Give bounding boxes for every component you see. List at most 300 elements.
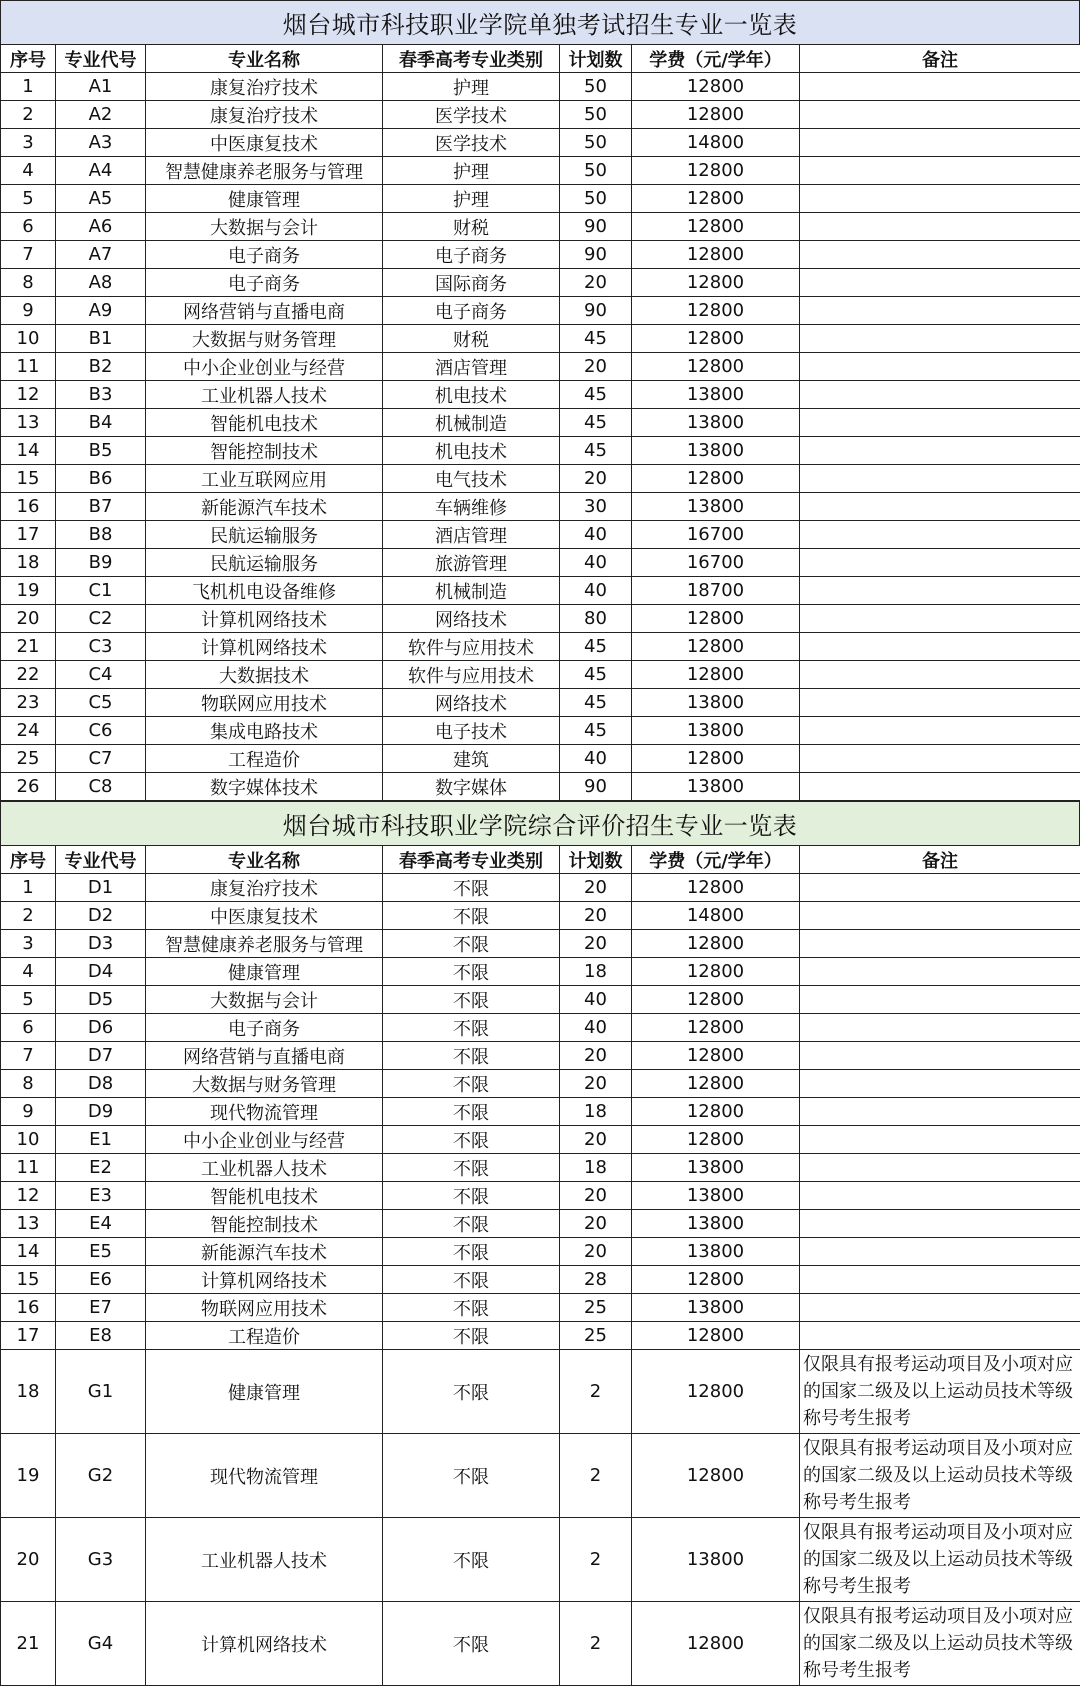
table-cell: 12800 [632, 1126, 800, 1154]
table-cell: C8 [56, 773, 146, 801]
table-cell: E6 [56, 1266, 146, 1294]
table-cell: 20 [1, 605, 56, 633]
table-cell: 电子商务 [383, 241, 560, 269]
note-cell [800, 633, 1080, 661]
table-row [1, 409, 1080, 437]
table-row [1, 605, 1080, 633]
table-cell: 13800 [632, 409, 800, 437]
table-row [1, 325, 1080, 353]
table-cell: 机电技术 [383, 437, 560, 465]
table-cell: 28 [560, 1266, 632, 1294]
table-cell: 不限 [383, 1070, 560, 1098]
table-cell: E8 [56, 1322, 146, 1350]
table-cell: 飞机机电设备维修 [146, 577, 383, 605]
table-cell: 50 [560, 157, 632, 185]
note-cell [800, 157, 1080, 185]
table-cell: 12800 [632, 958, 800, 986]
column-header: 专业代号 [56, 846, 146, 874]
table-cell: 智能机电技术 [146, 409, 383, 437]
table-cell: 16700 [632, 521, 800, 549]
column-header: 专业名称 [146, 45, 383, 73]
table-cell: 13 [1, 409, 56, 437]
table-cell: 大数据与财务管理 [146, 325, 383, 353]
table-cell: 5 [1, 185, 56, 213]
table-cell: 工业互联网应用 [146, 465, 383, 493]
table-cell: 24 [1, 717, 56, 745]
table-cell: 3 [1, 930, 56, 958]
table-cell: 40 [560, 549, 632, 577]
table-cell: C7 [56, 745, 146, 773]
table-cell: 90 [560, 241, 632, 269]
table-cell: 2 [560, 1434, 632, 1518]
table-row [1, 1294, 1080, 1322]
table-cell: 90 [560, 213, 632, 241]
note-cell [800, 269, 1080, 297]
table-cell: 11 [1, 1154, 56, 1182]
note-cell [800, 773, 1080, 801]
table-cell: C3 [56, 633, 146, 661]
table2-body [1, 874, 1080, 1686]
table-cell: 3 [1, 129, 56, 157]
table-cell: 40 [560, 986, 632, 1014]
table-cell: 21 [1, 633, 56, 661]
table-cell: 12800 [632, 157, 800, 185]
note-cell [800, 930, 1080, 958]
table-cell: 中医康复技术 [146, 129, 383, 157]
table-cell: 12800 [632, 241, 800, 269]
table-cell: 不限 [383, 1518, 560, 1602]
table-cell: 45 [560, 437, 632, 465]
table-cell: 新能源汽车技术 [146, 493, 383, 521]
table-cell: 40 [560, 745, 632, 773]
table-cell: 大数据技术 [146, 661, 383, 689]
table-cell: 不限 [383, 1042, 560, 1070]
column-header: 专业名称 [146, 846, 383, 874]
table-cell: 电子商务 [146, 269, 383, 297]
table-cell: 不限 [383, 958, 560, 986]
column-header: 备注 [800, 45, 1080, 73]
table-cell: 不限 [383, 1294, 560, 1322]
table-cell: 12800 [632, 325, 800, 353]
note-cell [800, 1042, 1080, 1070]
table-cell: 智能控制技术 [146, 1210, 383, 1238]
table-cell: 不限 [383, 930, 560, 958]
table1-header-row [1, 45, 1080, 73]
table-cell: 7 [1, 1042, 56, 1070]
table-cell: 20 [560, 874, 632, 902]
table-cell: 12 [1, 381, 56, 409]
table-cell: B2 [56, 353, 146, 381]
table-cell: G1 [56, 1350, 146, 1434]
table-cell: 7 [1, 241, 56, 269]
table-cell: 电气技术 [383, 465, 560, 493]
table-cell: D7 [56, 1042, 146, 1070]
table-cell: 12800 [632, 1014, 800, 1042]
table-cell: E3 [56, 1182, 146, 1210]
table-cell: 20 [560, 353, 632, 381]
note-cell [800, 1266, 1080, 1294]
table-row [1, 1182, 1080, 1210]
note-cell [800, 661, 1080, 689]
table-cell: 建筑 [383, 745, 560, 773]
table-cell: A5 [56, 185, 146, 213]
table-cell: 20 [560, 1182, 632, 1210]
table-cell: 网络营销与直播电商 [146, 297, 383, 325]
table-cell: B5 [56, 437, 146, 465]
table-cell: 8 [1, 269, 56, 297]
table-cell: 网络技术 [383, 689, 560, 717]
table-cell: 18 [1, 549, 56, 577]
table-cell: C5 [56, 689, 146, 717]
table-row [1, 297, 1080, 325]
table-cell: 13800 [632, 1182, 800, 1210]
table-cell: 2 [1, 902, 56, 930]
table-cell: 12800 [632, 1070, 800, 1098]
column-header: 备注 [800, 846, 1080, 874]
table-row [1, 1098, 1080, 1126]
note-cell [800, 986, 1080, 1014]
table-row [1, 1154, 1080, 1182]
table-cell: 11 [1, 353, 56, 381]
table-cell: 物联网应用技术 [146, 689, 383, 717]
table-cell: 电子技术 [383, 717, 560, 745]
table-cell: 19 [1, 577, 56, 605]
table-cell: 智慧健康养老服务与管理 [146, 157, 383, 185]
table-cell: A9 [56, 297, 146, 325]
table-cell: 不限 [383, 1602, 560, 1686]
table-cell: 中小企业创业与经营 [146, 353, 383, 381]
table-cell: 45 [560, 325, 632, 353]
table-cell: 13800 [632, 1294, 800, 1322]
table-cell: D9 [56, 1098, 146, 1126]
table-cell: 6 [1, 1014, 56, 1042]
table-row [1, 185, 1080, 213]
table-row [1, 930, 1080, 958]
table-cell: B6 [56, 465, 146, 493]
table-row [1, 1014, 1080, 1042]
table-cell: 20 [560, 930, 632, 958]
table-cell: 网络技术 [383, 605, 560, 633]
table-cell: E4 [56, 1210, 146, 1238]
table-cell: B8 [56, 521, 146, 549]
table-cell: C1 [56, 577, 146, 605]
table-cell: 13800 [632, 1238, 800, 1266]
table-cell: 13800 [632, 689, 800, 717]
table-cell: 智慧健康养老服务与管理 [146, 930, 383, 958]
table-cell: 20 [560, 1042, 632, 1070]
column-header: 计划数 [560, 45, 632, 73]
note-cell [800, 325, 1080, 353]
note-cell [800, 185, 1080, 213]
note-cell [800, 717, 1080, 745]
table-cell: 不限 [383, 1154, 560, 1182]
table-cell: 50 [560, 101, 632, 129]
table-cell: 健康管理 [146, 958, 383, 986]
table-cell: 工业机器人技术 [146, 1518, 383, 1602]
table-cell: 计算机网络技术 [146, 633, 383, 661]
table-cell: 16 [1, 493, 56, 521]
note-cell [800, 73, 1080, 101]
table-cell: 13800 [632, 1154, 800, 1182]
column-header: 序号 [1, 846, 56, 874]
table-cell: 护理 [383, 185, 560, 213]
table-cell: 13800 [632, 493, 800, 521]
note-cell [800, 465, 1080, 493]
table-cell: 50 [560, 129, 632, 157]
table-cell: 10 [1, 1126, 56, 1154]
table-cell: D6 [56, 1014, 146, 1042]
table-row [1, 129, 1080, 157]
note-cell [800, 1070, 1080, 1098]
table-row [1, 902, 1080, 930]
column-header: 序号 [1, 45, 56, 73]
table-cell: 20 [560, 269, 632, 297]
table-cell: 大数据与财务管理 [146, 1070, 383, 1098]
table-row [1, 241, 1080, 269]
table-row [1, 381, 1080, 409]
table-row [1, 1070, 1080, 1098]
table-cell: 40 [560, 577, 632, 605]
table-cell: 智能机电技术 [146, 1182, 383, 1210]
table-cell: 10 [1, 325, 56, 353]
table-cell: 民航运输服务 [146, 549, 383, 577]
table-cell: E5 [56, 1238, 146, 1266]
table-cell: 车辆维修 [383, 493, 560, 521]
table-row [1, 157, 1080, 185]
table-cell: 12800 [632, 874, 800, 902]
table-cell: 网络营销与直播电商 [146, 1042, 383, 1070]
table-cell: 不限 [383, 1210, 560, 1238]
column-header: 春季高考专业类别 [383, 846, 560, 874]
table-cell: 12800 [632, 1350, 800, 1434]
table-cell: 康复治疗技术 [146, 874, 383, 902]
table-row [1, 213, 1080, 241]
table-cell: 25 [560, 1322, 632, 1350]
table-cell: 酒店管理 [383, 521, 560, 549]
table-cell: A7 [56, 241, 146, 269]
table1-title: 烟台城市科技职业学院单独考试招生专业一览表 [0, 0, 1080, 44]
table-row [1, 1518, 1080, 1602]
table-cell: 12800 [632, 101, 800, 129]
table-cell: 12800 [632, 353, 800, 381]
table-cell: 18 [560, 1154, 632, 1182]
note-cell [800, 409, 1080, 437]
table-cell: A4 [56, 157, 146, 185]
note-cell [800, 381, 1080, 409]
table-row [1, 661, 1080, 689]
table-cell: 12800 [632, 73, 800, 101]
table-cell: 12800 [632, 661, 800, 689]
table-cell: 12800 [632, 986, 800, 1014]
table-cell: 13800 [632, 1210, 800, 1238]
table-cell: 财税 [383, 213, 560, 241]
table-cell: 12800 [632, 1098, 800, 1126]
table-cell: 12800 [632, 745, 800, 773]
table-cell: C4 [56, 661, 146, 689]
table-cell: 现代物流管理 [146, 1434, 383, 1518]
note-cell [800, 874, 1080, 902]
table-row [1, 521, 1080, 549]
table-cell: 康复治疗技术 [146, 73, 383, 101]
table-cell: B4 [56, 409, 146, 437]
table-cell: 20 [560, 1070, 632, 1098]
table-row [1, 1350, 1080, 1434]
table-cell: 物联网应用技术 [146, 1294, 383, 1322]
table-row [1, 717, 1080, 745]
table-cell: 不限 [383, 1434, 560, 1518]
table-cell: 不限 [383, 986, 560, 1014]
table-cell: 40 [560, 1014, 632, 1042]
table-cell: 50 [560, 73, 632, 101]
note-cell [800, 1014, 1080, 1042]
table-cell: 15 [1, 1266, 56, 1294]
table-cell: 14 [1, 437, 56, 465]
table-cell: 健康管理 [146, 1350, 383, 1434]
note-cell [800, 549, 1080, 577]
table-cell: 12800 [632, 1434, 800, 1518]
table-cell: 工业机器人技术 [146, 381, 383, 409]
table-cell: 12800 [632, 1042, 800, 1070]
note-cell [800, 101, 1080, 129]
table-cell: 不限 [383, 1350, 560, 1434]
table-cell: 机械制造 [383, 577, 560, 605]
table-cell: 大数据与会计 [146, 986, 383, 1014]
table-cell: 15 [1, 465, 56, 493]
table-cell: D2 [56, 902, 146, 930]
table-cell: D1 [56, 874, 146, 902]
table-cell: 13800 [632, 1518, 800, 1602]
table1-body [1, 73, 1080, 801]
table-row [1, 689, 1080, 717]
table-cell: 50 [560, 185, 632, 213]
note-cell [800, 958, 1080, 986]
table-cell: 18700 [632, 577, 800, 605]
table-row [1, 101, 1080, 129]
note-cell [800, 297, 1080, 325]
column-header: 计划数 [560, 846, 632, 874]
table-cell: 45 [560, 661, 632, 689]
table-cell: 2 [560, 1518, 632, 1602]
table-row [1, 1266, 1080, 1294]
note-cell [800, 902, 1080, 930]
table-cell: 医学技术 [383, 129, 560, 157]
table-row [1, 1322, 1080, 1350]
table-cell: 16700 [632, 549, 800, 577]
table2 [0, 845, 1080, 1686]
table-cell: 护理 [383, 73, 560, 101]
table-cell: 软件与应用技术 [383, 633, 560, 661]
table-cell: A2 [56, 101, 146, 129]
note-cell [800, 577, 1080, 605]
table-cell: 17 [1, 521, 56, 549]
table-cell: 数字媒体 [383, 773, 560, 801]
table-cell: 2 [560, 1350, 632, 1434]
table-row [1, 986, 1080, 1014]
table-cell: 5 [1, 986, 56, 1014]
table-cell: 护理 [383, 157, 560, 185]
table-row [1, 549, 1080, 577]
table-cell: 30 [560, 493, 632, 521]
table-cell: 9 [1, 1098, 56, 1126]
note-cell [800, 1182, 1080, 1210]
note-cell [800, 1098, 1080, 1126]
note-cell [800, 689, 1080, 717]
table-cell: 90 [560, 297, 632, 325]
table-cell: 12800 [632, 297, 800, 325]
table-cell: 18 [560, 1098, 632, 1126]
table-cell: 不限 [383, 1238, 560, 1266]
table-cell: 25 [1, 745, 56, 773]
table-cell: 不限 [383, 1182, 560, 1210]
table-cell: 14 [1, 1238, 56, 1266]
table-cell: 计算机网络技术 [146, 605, 383, 633]
table-cell: 民航运输服务 [146, 521, 383, 549]
table-cell: B7 [56, 493, 146, 521]
note-cell [800, 1126, 1080, 1154]
table-row [1, 958, 1080, 986]
note-cell [800, 745, 1080, 773]
note-cell: 仅限具有报考运动项目及小项对应的国家二级及以上运动员技术等级称号考生报考 [800, 1350, 1080, 1434]
table-cell: 20 [560, 1238, 632, 1266]
column-header: 学费（元/学年） [632, 45, 800, 73]
table-row [1, 633, 1080, 661]
note-cell [800, 241, 1080, 269]
note-cell [800, 213, 1080, 241]
table-cell: 40 [560, 521, 632, 549]
table-cell: 26 [1, 773, 56, 801]
table-cell: 财税 [383, 325, 560, 353]
table-cell: 康复治疗技术 [146, 101, 383, 129]
table-cell: 12800 [632, 1602, 800, 1686]
table-cell: B1 [56, 325, 146, 353]
note-cell: 仅限具有报考运动项目及小项对应的国家二级及以上运动员技术等级称号考生报考 [800, 1434, 1080, 1518]
table-cell: 23 [1, 689, 56, 717]
table-cell: 数字媒体技术 [146, 773, 383, 801]
table-cell: 智能控制技术 [146, 437, 383, 465]
table2-header-row [1, 846, 1080, 874]
table-cell: 45 [560, 381, 632, 409]
table-row [1, 1126, 1080, 1154]
note-cell [800, 493, 1080, 521]
table-cell: 4 [1, 958, 56, 986]
table-cell: 12 [1, 1182, 56, 1210]
table-row [1, 269, 1080, 297]
table-row [1, 577, 1080, 605]
table-cell: 80 [560, 605, 632, 633]
table-cell: 13800 [632, 437, 800, 465]
table-cell: 4 [1, 157, 56, 185]
table-cell: 机电技术 [383, 381, 560, 409]
table-cell: E7 [56, 1294, 146, 1322]
table-cell: 不限 [383, 874, 560, 902]
table-cell: 电子商务 [146, 1014, 383, 1042]
table-cell: D4 [56, 958, 146, 986]
table-cell: 不限 [383, 1126, 560, 1154]
column-header: 专业代号 [56, 45, 146, 73]
table-cell: 20 [560, 1126, 632, 1154]
table-row [1, 1238, 1080, 1266]
table-cell: 不限 [383, 1098, 560, 1126]
table-cell: 酒店管理 [383, 353, 560, 381]
table1 [0, 44, 1080, 801]
table-cell: 45 [560, 689, 632, 717]
table-cell: 软件与应用技术 [383, 661, 560, 689]
table-cell: 25 [560, 1294, 632, 1322]
table-cell: 1 [1, 874, 56, 902]
table-cell: A3 [56, 129, 146, 157]
table-cell: D8 [56, 1070, 146, 1098]
table-cell: 工业机器人技术 [146, 1154, 383, 1182]
